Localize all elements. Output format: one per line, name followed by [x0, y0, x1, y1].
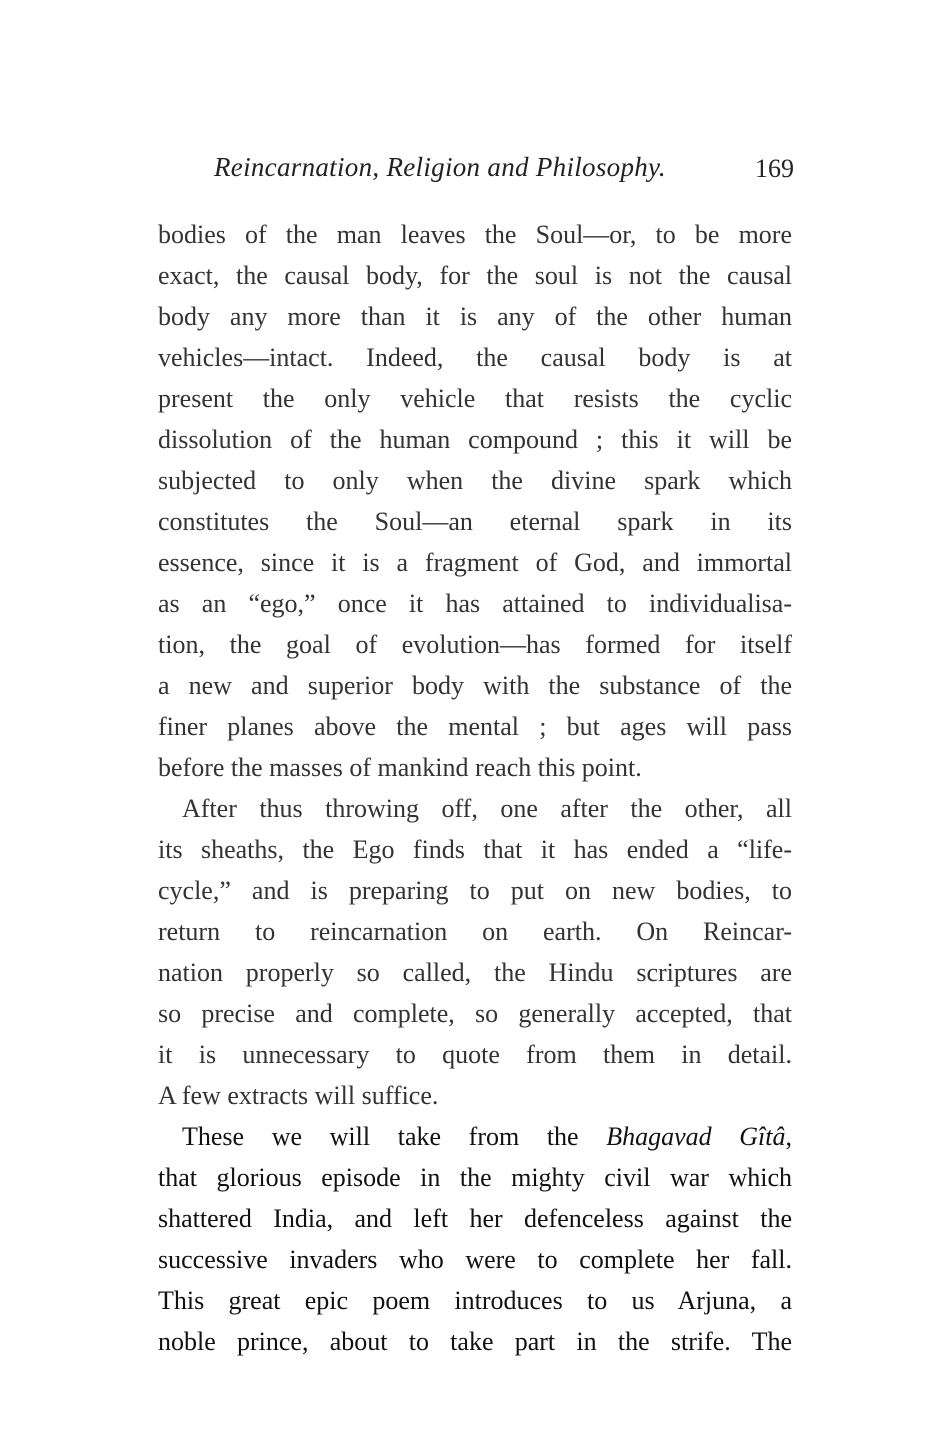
text-line: A few extracts will suffice. — [158, 1081, 439, 1110]
text-span: , — [785, 1122, 792, 1151]
running-title: Reincarnation, Religion and Philosophy. — [214, 152, 666, 182]
text-line: exact, the causal body, for the soul is not the causal — [158, 261, 792, 290]
text-line — [158, 1116, 792, 1157]
text-line: present the only vehicle that resists the cyclic — [158, 384, 792, 413]
text-span: These we will take from the — [182, 1122, 607, 1151]
text-line: a new and superior body with the substance of the — [158, 671, 792, 700]
text-line: successive invaders who were to complete her fall. — [158, 1245, 792, 1274]
paragraph-2 — [158, 788, 792, 1116]
text-line: subjected to only when the divine spark which — [158, 466, 792, 495]
book-title: Bhagavad Gîtâ — [606, 1122, 786, 1151]
text-line: bodies of the man leaves the Soul—or, to be more — [158, 220, 792, 249]
text-line: it is unnecessary to quote from them in detail. — [158, 1040, 792, 1069]
paragraph-1 — [158, 214, 792, 788]
text-line: tion, the goal of evolution—has formed for itself — [158, 630, 792, 659]
text-line: that glorious episode in the mighty civil war which — [158, 1163, 792, 1192]
text-line: shattered India, and left her defenceless against the — [158, 1204, 792, 1233]
text-line: body any more than it is any of the other human — [158, 302, 792, 331]
page-body — [158, 214, 792, 1362]
text-line: finer planes above the mental ; but ages will pass — [158, 712, 792, 741]
text-line: so precise and complete, so generally accepted, that — [158, 999, 792, 1028]
paragraph-3 — [158, 1116, 792, 1362]
running-header — [214, 152, 794, 192]
text-line: before the masses of mankind reach this point. — [158, 753, 642, 782]
text-line: After thus throwing off, one after the other, all — [182, 794, 792, 823]
text-line: noble prince, about to take part in the strife. The — [158, 1327, 792, 1356]
text-line: as an “ego,” once it has attained to individualisa- — [158, 589, 792, 618]
text-line: This great epic poem introduces to us Arjuna, a — [158, 1286, 792, 1315]
text-line: constitutes the Soul—an eternal spark in its — [158, 507, 792, 536]
text-line: nation properly so called, the Hindu scriptures are — [158, 958, 792, 987]
text-line: dissolution of the human compound ; this it will be — [158, 425, 792, 454]
text-line: its sheaths, the Ego finds that it has ended a “life- — [158, 835, 792, 864]
page-number: 169 — [755, 154, 794, 183]
text-line: return to reincarnation on earth. On Reincar- — [158, 917, 792, 946]
text-line: vehicles—intact. Indeed, the causal body is at — [158, 343, 792, 372]
text-line: essence, since it is a fragment of God, and immortal — [158, 548, 792, 577]
text-line: cycle,” and is preparing to put on new bodies, to — [158, 876, 792, 905]
